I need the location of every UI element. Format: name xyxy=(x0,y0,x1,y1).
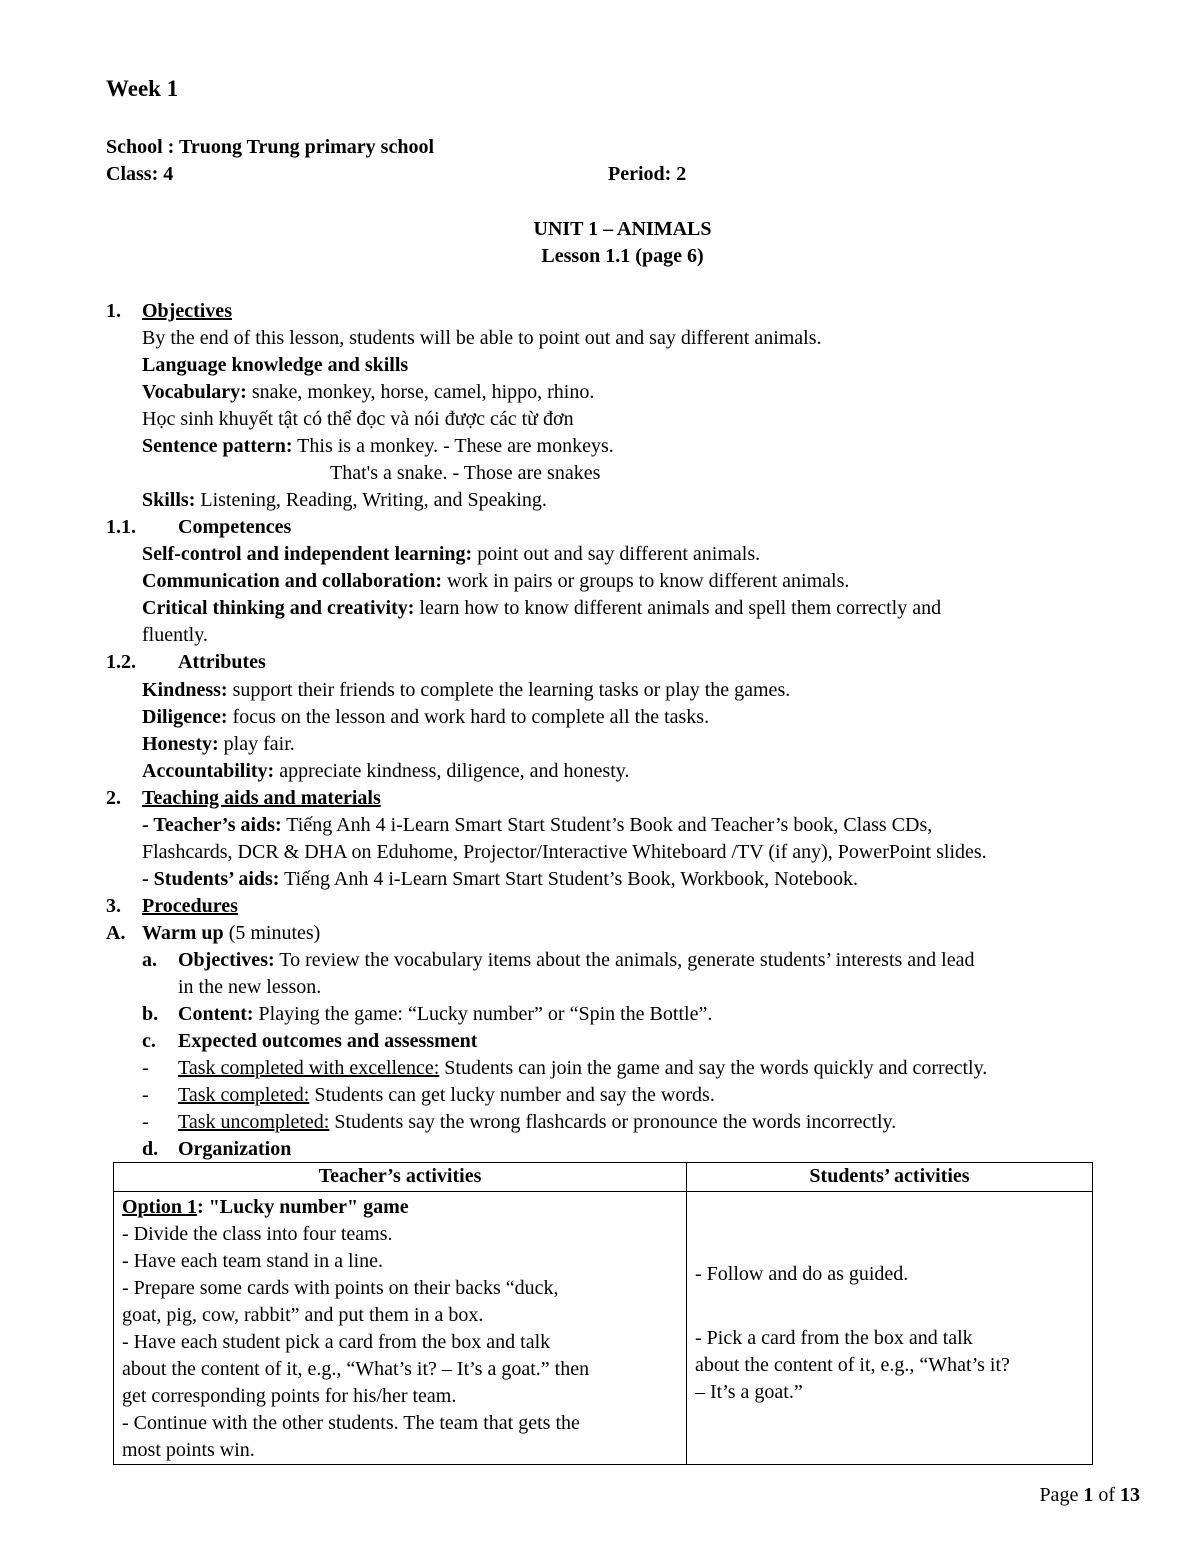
kindness-label: Kindness: xyxy=(142,679,228,701)
uncompleted-line xyxy=(178,1109,896,1136)
sentence-pattern-label: Sentence pattern: xyxy=(142,435,293,457)
self-control-line xyxy=(142,541,760,568)
uncompleted-value: Students say the wrong flashcards or pronounce the words incorrectly. xyxy=(329,1111,897,1133)
excellence-line xyxy=(178,1055,987,1082)
accountability-line xyxy=(142,758,629,785)
week-heading: Week 1 xyxy=(106,76,179,101)
self-control-label: Self-control and independent learning: xyxy=(142,543,473,565)
skills-label: Skills: xyxy=(142,489,196,511)
vocabulary-line xyxy=(142,379,594,406)
teacher-line: - Have each team stand in a line. xyxy=(122,1250,383,1272)
of-label: of xyxy=(1093,1484,1120,1506)
school-line xyxy=(106,136,434,159)
teachers-aids-value: Tiếng Anh 4 i-Learn Smart Start Student’s Book and Teacher’s book, Class CDs, xyxy=(281,814,933,836)
table-row xyxy=(114,1192,1093,1465)
teachers-aids-line-2: Flashcards, DCR & DHA on Eduhome, Projector/Interactive Whiteboard /TV (if any), PowerPoint slides. xyxy=(142,841,987,863)
page-footer xyxy=(1039,1484,1140,1507)
page-total: 13 xyxy=(1120,1484,1140,1506)
bullet-dash: - xyxy=(142,1084,149,1106)
vocabulary-label: Vocabulary: xyxy=(142,381,247,403)
diligence-line xyxy=(142,704,709,731)
objectives-heading: Objectives xyxy=(142,300,232,322)
warmup-heading: Warm up xyxy=(142,922,224,944)
vietnamese-note: Học sinh khuyết tật có thể đọc và nói được các từ đơn xyxy=(142,408,574,430)
period-label: Period: 2 xyxy=(608,163,687,185)
diligence-value: focus on the lesson and work hard to complete all the tasks. xyxy=(227,706,710,728)
sentence-pattern-line-2: That's a snake. - Those are snakes xyxy=(330,462,601,484)
attributes-heading: Attributes xyxy=(178,651,266,673)
content-line xyxy=(178,1001,712,1028)
content-value: Playing the game: “Lucky number” or “Spin the Bottle”. xyxy=(253,1003,713,1025)
objectives-number: 1. xyxy=(106,300,121,322)
honesty-value: play fair. xyxy=(218,733,295,755)
bullet-dash: - xyxy=(142,1111,149,1133)
teachers-aids-line xyxy=(142,812,932,839)
option-label: Option 1 xyxy=(122,1196,198,1218)
objectives-intro: By the end of this lesson, students will be able to point out and say different animals. xyxy=(142,327,822,349)
critical-thinking-line xyxy=(142,595,941,622)
teacher-activities-cell xyxy=(114,1192,687,1465)
procedures-heading: Procedures xyxy=(142,895,238,917)
teacher-line: - Continue with the other students. The team that gets the xyxy=(122,1412,580,1434)
students-aids-value: Tiếng Anh 4 i-Learn Smart Start Student’s Book, Workbook, Notebook. xyxy=(279,868,859,890)
excellence-label: Task completed with excellence: xyxy=(178,1057,440,1079)
page-label: Page xyxy=(1039,1484,1084,1506)
student-activities-header: Students’ activities xyxy=(687,1163,1093,1192)
warmup-objectives-label: Objectives: xyxy=(178,949,275,971)
bullet-dash: - xyxy=(142,1057,149,1079)
communication-line xyxy=(142,568,849,595)
teachers-aids-label: Teacher’s aids: xyxy=(153,814,282,836)
school-label: School : xyxy=(106,136,179,158)
competences-number: 1.1. xyxy=(106,516,136,538)
unit-title: UNIT 1 – ANIMALS xyxy=(533,218,712,240)
warmup-line xyxy=(142,920,320,947)
aids-number: 2. xyxy=(106,787,121,809)
honesty-label: Honesty: xyxy=(142,733,219,755)
content-number: b. xyxy=(142,1003,159,1025)
aids-heading: Teaching aids and materials xyxy=(142,787,381,809)
teacher-line: - Prepare some cards with points on their backs “duck, xyxy=(122,1277,559,1299)
language-knowledge-heading: Language knowledge and skills xyxy=(142,354,409,376)
student-line: about the content of it, e.g., “What’s it? xyxy=(695,1354,1010,1376)
school-value: Truong Trung primary school xyxy=(178,136,435,158)
students-aids-prefix: - xyxy=(142,868,154,890)
self-control-value: point out and say different animals. xyxy=(472,543,761,565)
sentence-pattern-value: This is a monkey. - These are monkeys. xyxy=(292,435,614,457)
students-aids-label: Students’ aids: xyxy=(153,868,280,890)
diligence-label: Diligence: xyxy=(142,706,228,728)
teacher-line: goat, pig, cow, rabbit” and put them in a box. xyxy=(122,1304,484,1326)
warmup-time: (5 minutes) xyxy=(223,922,321,944)
critical-thinking-value: learn how to know different animals and spell them correctly and xyxy=(414,597,942,619)
lesson-title: Lesson 1.1 (page 6) xyxy=(541,245,704,267)
critical-thinking-label: Critical thinking and creativity: xyxy=(142,597,415,619)
expected-number: c. xyxy=(142,1030,156,1052)
students-aids-line xyxy=(142,866,858,893)
teacher-line: get corresponding points for his/her team. xyxy=(122,1385,457,1407)
warmup-number: A. xyxy=(106,922,126,944)
uncompleted-label: Task uncompleted: xyxy=(178,1111,330,1133)
teacher-line: about the content of it, e.g., “What’s it? – It’s a goat.” then xyxy=(122,1358,590,1380)
completed-line xyxy=(178,1082,715,1109)
organization-heading: Organization xyxy=(178,1138,292,1160)
accountability-value: appreciate kindness, diligence, and honesty. xyxy=(274,760,630,782)
warmup-objectives-line xyxy=(178,947,975,974)
kindness-value: support their friends to complete the learning tasks or play the games. xyxy=(227,679,791,701)
teacher-activities-header: Teacher’s activities xyxy=(114,1163,687,1192)
table-header-row xyxy=(114,1163,1093,1192)
student-line: - Follow and do as guided. xyxy=(695,1263,909,1285)
attributes-number: 1.2. xyxy=(106,651,136,673)
warmup-objectives-line-2: in the new lesson. xyxy=(178,976,322,998)
warmup-objectives-number: a. xyxy=(142,949,157,971)
page-number: 1 xyxy=(1083,1484,1094,1506)
warmup-objectives-value: To review the vocabulary items about the animals, generate students’ interests and lead xyxy=(274,949,975,971)
procedures-number: 3. xyxy=(106,895,121,917)
vocabulary-value: snake, monkey, horse, camel, hippo, rhino. xyxy=(246,381,595,403)
accountability-label: Accountability: xyxy=(142,760,275,782)
communication-label: Communication and collaboration: xyxy=(142,570,443,592)
teachers-aids-prefix: - xyxy=(142,814,154,836)
teacher-line: - Divide the class into four teams. xyxy=(122,1223,393,1245)
communication-value: work in pairs or groups to know different animals. xyxy=(442,570,850,592)
skills-value: Listening, Reading, Writing, and Speaking. xyxy=(195,489,547,511)
student-line: – It’s a goat.” xyxy=(695,1381,803,1403)
critical-thinking-line-2: fluently. xyxy=(142,624,208,646)
completed-value: Students can get lucky number and say the words. xyxy=(309,1084,715,1106)
student-line: - Pick a card from the box and talk xyxy=(695,1327,973,1349)
completed-label: Task completed: xyxy=(178,1084,310,1106)
teacher-line: most points win. xyxy=(122,1439,255,1461)
excellence-value: Students can join the game and say the words quickly and correctly. xyxy=(439,1057,988,1079)
organization-table xyxy=(113,1162,1093,1465)
option-title xyxy=(122,1194,678,1221)
content-label: Content: xyxy=(178,1003,254,1025)
student-activities-cell xyxy=(687,1192,1093,1465)
honesty-line xyxy=(142,731,295,758)
organization-number: d. xyxy=(142,1138,159,1160)
kindness-line xyxy=(142,677,790,704)
option-name: : "Lucky number" game xyxy=(197,1196,409,1218)
skills-line xyxy=(142,487,547,514)
teacher-line: - Have each student pick a card from the box and talk xyxy=(122,1331,551,1353)
sentence-pattern-line xyxy=(142,433,614,460)
expected-heading: Expected outcomes and assessment xyxy=(178,1030,478,1052)
class-label: Class: 4 xyxy=(106,163,174,185)
competences-heading: Competences xyxy=(178,516,292,538)
